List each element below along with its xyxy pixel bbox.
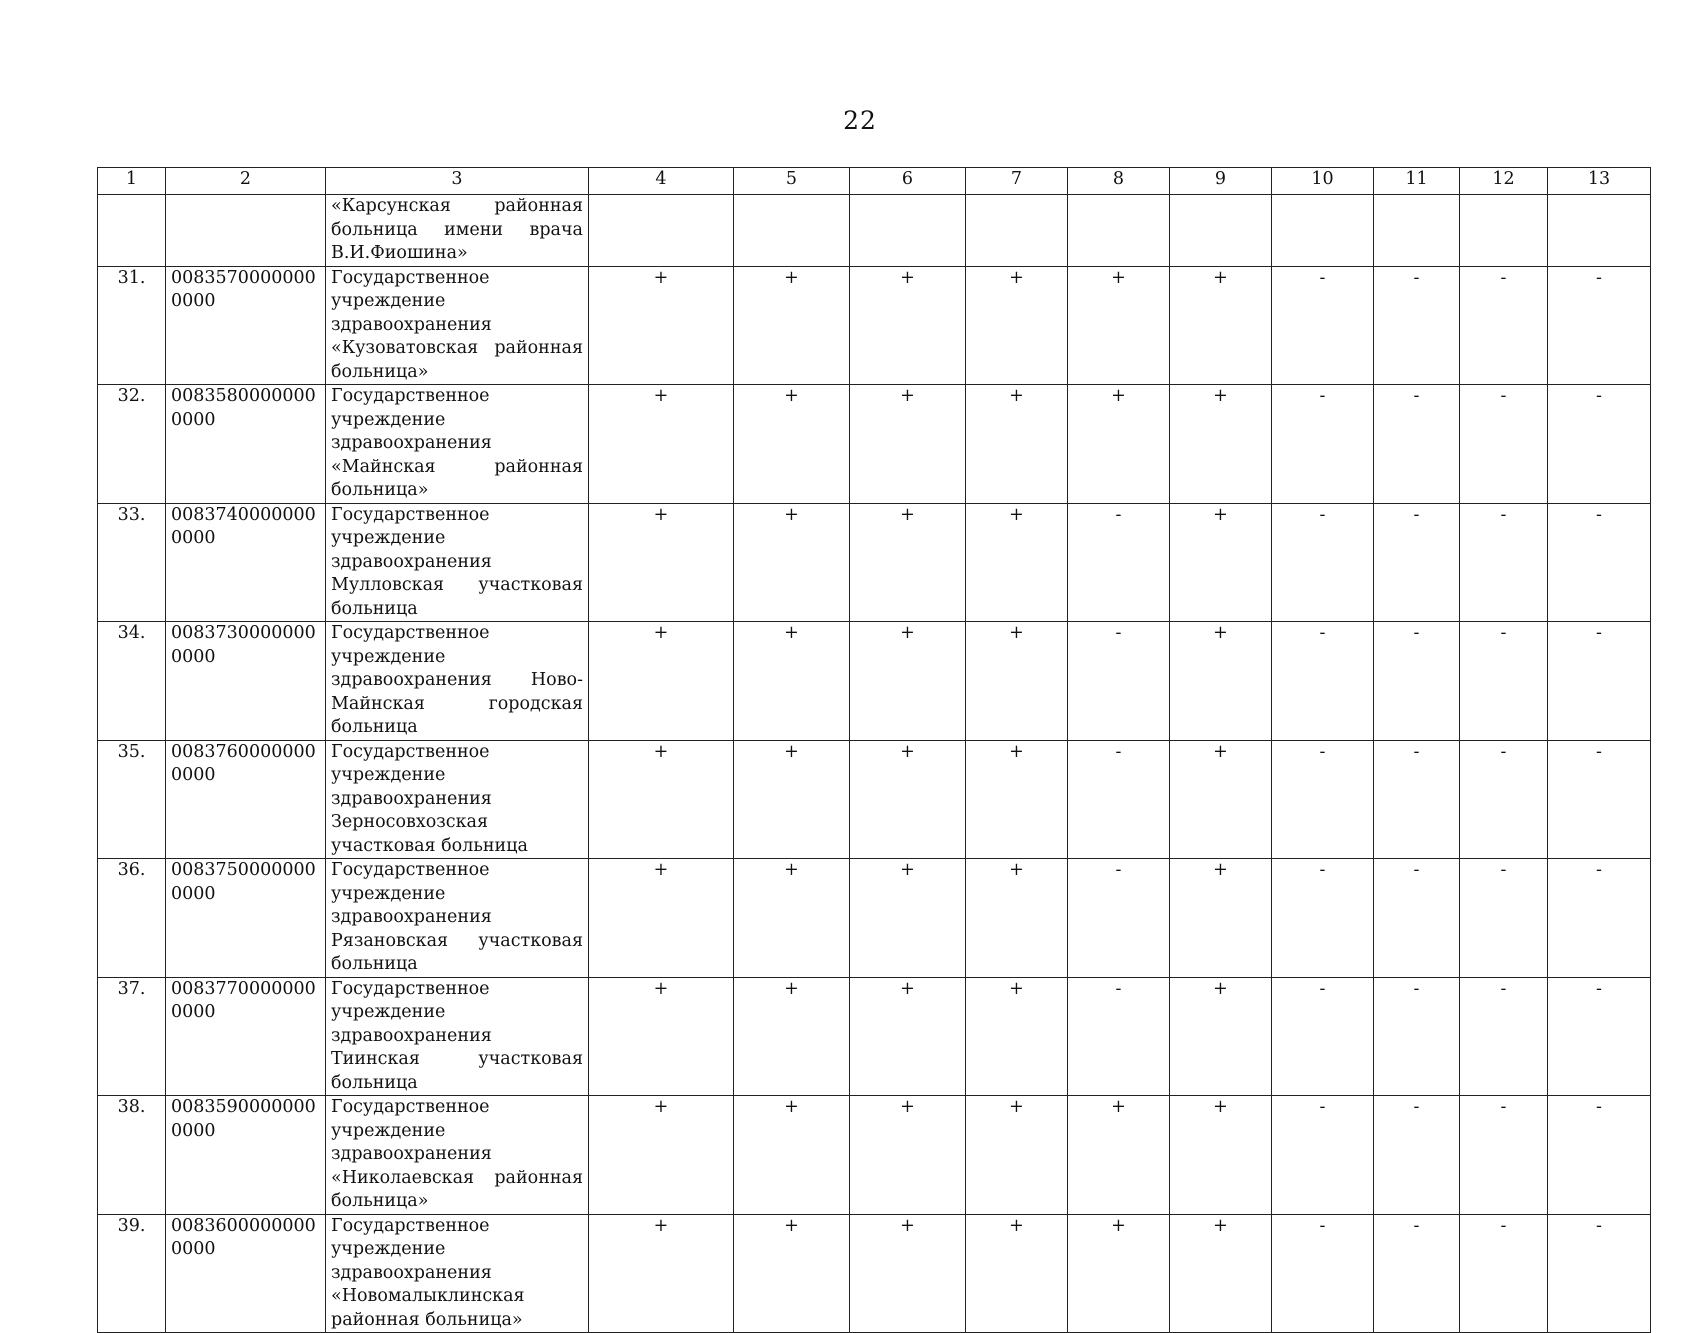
- table-row: [98, 195, 1651, 267]
- mark-cell: -: [1374, 622, 1460, 741]
- registry-code-cell: 00837500000000000: [166, 859, 326, 978]
- mark-cell: -: [1272, 622, 1374, 741]
- header-row: [98, 168, 1651, 195]
- column-header: 2: [166, 168, 326, 195]
- row-number-cell: 37.: [98, 977, 166, 1096]
- mark-cell: +: [1170, 1214, 1272, 1333]
- mark-cell: [966, 195, 1068, 267]
- mark-cell: -: [1460, 1096, 1548, 1215]
- column-header: 7: [966, 168, 1068, 195]
- institution-name-cell: «Карсунская районная больница имени врача В.И.Фиошина»: [326, 195, 589, 267]
- table-row: [98, 622, 1651, 741]
- table-row: [98, 503, 1651, 622]
- institution-name-cell: Государственное учреждение здравоохранения Тиинская участковая больница: [326, 977, 589, 1096]
- mark-cell: +: [589, 977, 734, 1096]
- mark-cell: +: [1068, 266, 1170, 385]
- mark-cell: -: [1374, 266, 1460, 385]
- column-header: 5: [734, 168, 850, 195]
- mark-cell: -: [1272, 1214, 1374, 1333]
- mark-cell: +: [589, 740, 734, 859]
- mark-cell: -: [1460, 503, 1548, 622]
- column-header: 10: [1272, 168, 1374, 195]
- mark-cell: -: [1374, 503, 1460, 622]
- mark-cell: -: [1374, 1096, 1460, 1215]
- mark-cell: +: [589, 622, 734, 741]
- mark-cell: +: [589, 859, 734, 978]
- page-number: 22: [843, 106, 877, 135]
- mark-cell: +: [734, 859, 850, 978]
- mark-cell: -: [1460, 266, 1548, 385]
- mark-cell: -: [1460, 740, 1548, 859]
- mark-cell: [1460, 195, 1548, 267]
- mark-cell: +: [850, 1214, 966, 1333]
- mark-cell: -: [1068, 503, 1170, 622]
- mark-cell: -: [1548, 385, 1651, 504]
- mark-cell: +: [1068, 1214, 1170, 1333]
- mark-cell: -: [1272, 740, 1374, 859]
- table-row: [98, 385, 1651, 504]
- mark-cell: +: [850, 1096, 966, 1215]
- mark-cell: +: [1170, 740, 1272, 859]
- table-body: [98, 195, 1651, 1333]
- registry-table: [97, 167, 1651, 1333]
- mark-cell: +: [850, 622, 966, 741]
- column-header: 12: [1460, 168, 1548, 195]
- mark-cell: -: [1460, 1214, 1548, 1333]
- mark-cell: -: [1460, 977, 1548, 1096]
- row-number-cell: [98, 195, 166, 267]
- mark-cell: +: [966, 1214, 1068, 1333]
- mark-cell: [1374, 195, 1460, 267]
- mark-cell: +: [734, 622, 850, 741]
- mark-cell: -: [1272, 1096, 1374, 1215]
- mark-cell: +: [589, 266, 734, 385]
- mark-cell: +: [589, 1214, 734, 1333]
- mark-cell: +: [966, 1096, 1068, 1215]
- mark-cell: +: [850, 740, 966, 859]
- mark-cell: -: [1548, 1214, 1651, 1333]
- mark-cell: +: [966, 266, 1068, 385]
- mark-cell: -: [1548, 622, 1651, 741]
- column-header: 13: [1548, 168, 1651, 195]
- mark-cell: -: [1272, 977, 1374, 1096]
- mark-cell: -: [1068, 977, 1170, 1096]
- mark-cell: -: [1068, 740, 1170, 859]
- mark-cell: -: [1460, 859, 1548, 978]
- table-row: [98, 859, 1651, 978]
- mark-cell: +: [734, 1214, 850, 1333]
- mark-cell: -: [1272, 385, 1374, 504]
- mark-cell: +: [1170, 266, 1272, 385]
- mark-cell: +: [589, 503, 734, 622]
- mark-cell: +: [850, 859, 966, 978]
- mark-cell: -: [1272, 859, 1374, 978]
- mark-cell: +: [734, 266, 850, 385]
- mark-cell: +: [1068, 1096, 1170, 1215]
- institution-name-cell: Государственное учреждение здравоохранения Мулловская участковая больница: [326, 503, 589, 622]
- institution-name-cell: Государственное учреждение здравоохранения «Новомалыклинская районная больница»: [326, 1214, 589, 1333]
- mark-cell: [1548, 195, 1651, 267]
- mark-cell: +: [589, 1096, 734, 1215]
- mark-cell: -: [1272, 503, 1374, 622]
- mark-cell: -: [1548, 266, 1651, 385]
- mark-cell: +: [734, 977, 850, 1096]
- row-number-cell: 39.: [98, 1214, 166, 1333]
- table-header: [98, 168, 1651, 195]
- table-row: [98, 977, 1651, 1096]
- registry-code-cell: [166, 195, 326, 267]
- mark-cell: [1068, 195, 1170, 267]
- table-row: [98, 740, 1651, 859]
- column-header: 11: [1374, 168, 1460, 195]
- mark-cell: -: [1460, 385, 1548, 504]
- row-number-cell: 32.: [98, 385, 166, 504]
- registry-code-cell: 00835900000000000: [166, 1096, 326, 1215]
- mark-cell: -: [1374, 385, 1460, 504]
- mark-cell: +: [966, 385, 1068, 504]
- mark-cell: +: [589, 385, 734, 504]
- column-header: 8: [1068, 168, 1170, 195]
- mark-cell: +: [1068, 385, 1170, 504]
- mark-cell: -: [1460, 622, 1548, 741]
- mark-cell: -: [1548, 859, 1651, 978]
- institution-name-cell: Государственное учреждение здравоохранения «Николаевская районная больница»: [326, 1096, 589, 1215]
- mark-cell: -: [1272, 266, 1374, 385]
- row-number-cell: 34.: [98, 622, 166, 741]
- mark-cell: [850, 195, 966, 267]
- mark-cell: +: [1170, 385, 1272, 504]
- mark-cell: -: [1068, 622, 1170, 741]
- mark-cell: +: [734, 740, 850, 859]
- row-number-cell: 38.: [98, 1096, 166, 1215]
- mark-cell: +: [850, 385, 966, 504]
- mark-cell: +: [734, 503, 850, 622]
- mark-cell: -: [1548, 1096, 1651, 1215]
- mark-cell: -: [1374, 859, 1460, 978]
- mark-cell: -: [1068, 859, 1170, 978]
- mark-cell: +: [966, 859, 1068, 978]
- registry-code-cell: 00837300000000000: [166, 622, 326, 741]
- row-number-cell: 35.: [98, 740, 166, 859]
- mark-cell: +: [1170, 1096, 1272, 1215]
- mark-cell: [1272, 195, 1374, 267]
- mark-cell: -: [1374, 1214, 1460, 1333]
- mark-cell: -: [1374, 740, 1460, 859]
- mark-cell: -: [1548, 740, 1651, 859]
- mark-cell: +: [966, 740, 1068, 859]
- mark-cell: -: [1548, 503, 1651, 622]
- column-header: 6: [850, 168, 966, 195]
- mark-cell: +: [1170, 977, 1272, 1096]
- registry-code-cell: 00837700000000000: [166, 977, 326, 1096]
- registry-code-cell: 00835700000000000: [166, 266, 326, 385]
- row-number-cell: 31.: [98, 266, 166, 385]
- registry-code-cell: 00836000000000000: [166, 1214, 326, 1333]
- mark-cell: [589, 195, 734, 267]
- table-row: [98, 1214, 1651, 1333]
- mark-cell: +: [966, 977, 1068, 1096]
- mark-cell: -: [1548, 977, 1651, 1096]
- registry-code-cell: 00837600000000000: [166, 740, 326, 859]
- mark-cell: +: [1170, 622, 1272, 741]
- mark-cell: +: [1170, 503, 1272, 622]
- mark-cell: +: [734, 1096, 850, 1215]
- institution-name-cell: Государственное учреждение здравоохранения «Майнская районная больница»: [326, 385, 589, 504]
- institution-name-cell: Государственное учреждение здравоохранения Рязановская участковая больница: [326, 859, 589, 978]
- mark-cell: +: [850, 266, 966, 385]
- table-row: [98, 1096, 1651, 1215]
- registry-code-cell: 00835800000000000: [166, 385, 326, 504]
- mark-cell: +: [966, 503, 1068, 622]
- institution-name-cell: Государственное учреждение здравоохранения Ново-Майнская городская больница: [326, 622, 589, 741]
- column-header: 9: [1170, 168, 1272, 195]
- mark-cell: +: [734, 385, 850, 504]
- column-header: 4: [589, 168, 734, 195]
- institution-name-cell: Государственное учреждение здравоохранения «Кузоватовская районная больница»: [326, 266, 589, 385]
- column-header: 3: [326, 168, 589, 195]
- mark-cell: +: [850, 503, 966, 622]
- mark-cell: [1170, 195, 1272, 267]
- column-header: 1: [98, 168, 166, 195]
- registry-code-cell: 00837400000000000: [166, 503, 326, 622]
- institution-name-cell: Государственное учреждение здравоохранения Зерносовхозская участковая больница: [326, 740, 589, 859]
- mark-cell: +: [850, 977, 966, 1096]
- row-number-cell: 33.: [98, 503, 166, 622]
- mark-cell: +: [1170, 859, 1272, 978]
- row-number-cell: 36.: [98, 859, 166, 978]
- mark-cell: +: [966, 622, 1068, 741]
- table-row: [98, 266, 1651, 385]
- mark-cell: -: [1374, 977, 1460, 1096]
- mark-cell: [734, 195, 850, 267]
